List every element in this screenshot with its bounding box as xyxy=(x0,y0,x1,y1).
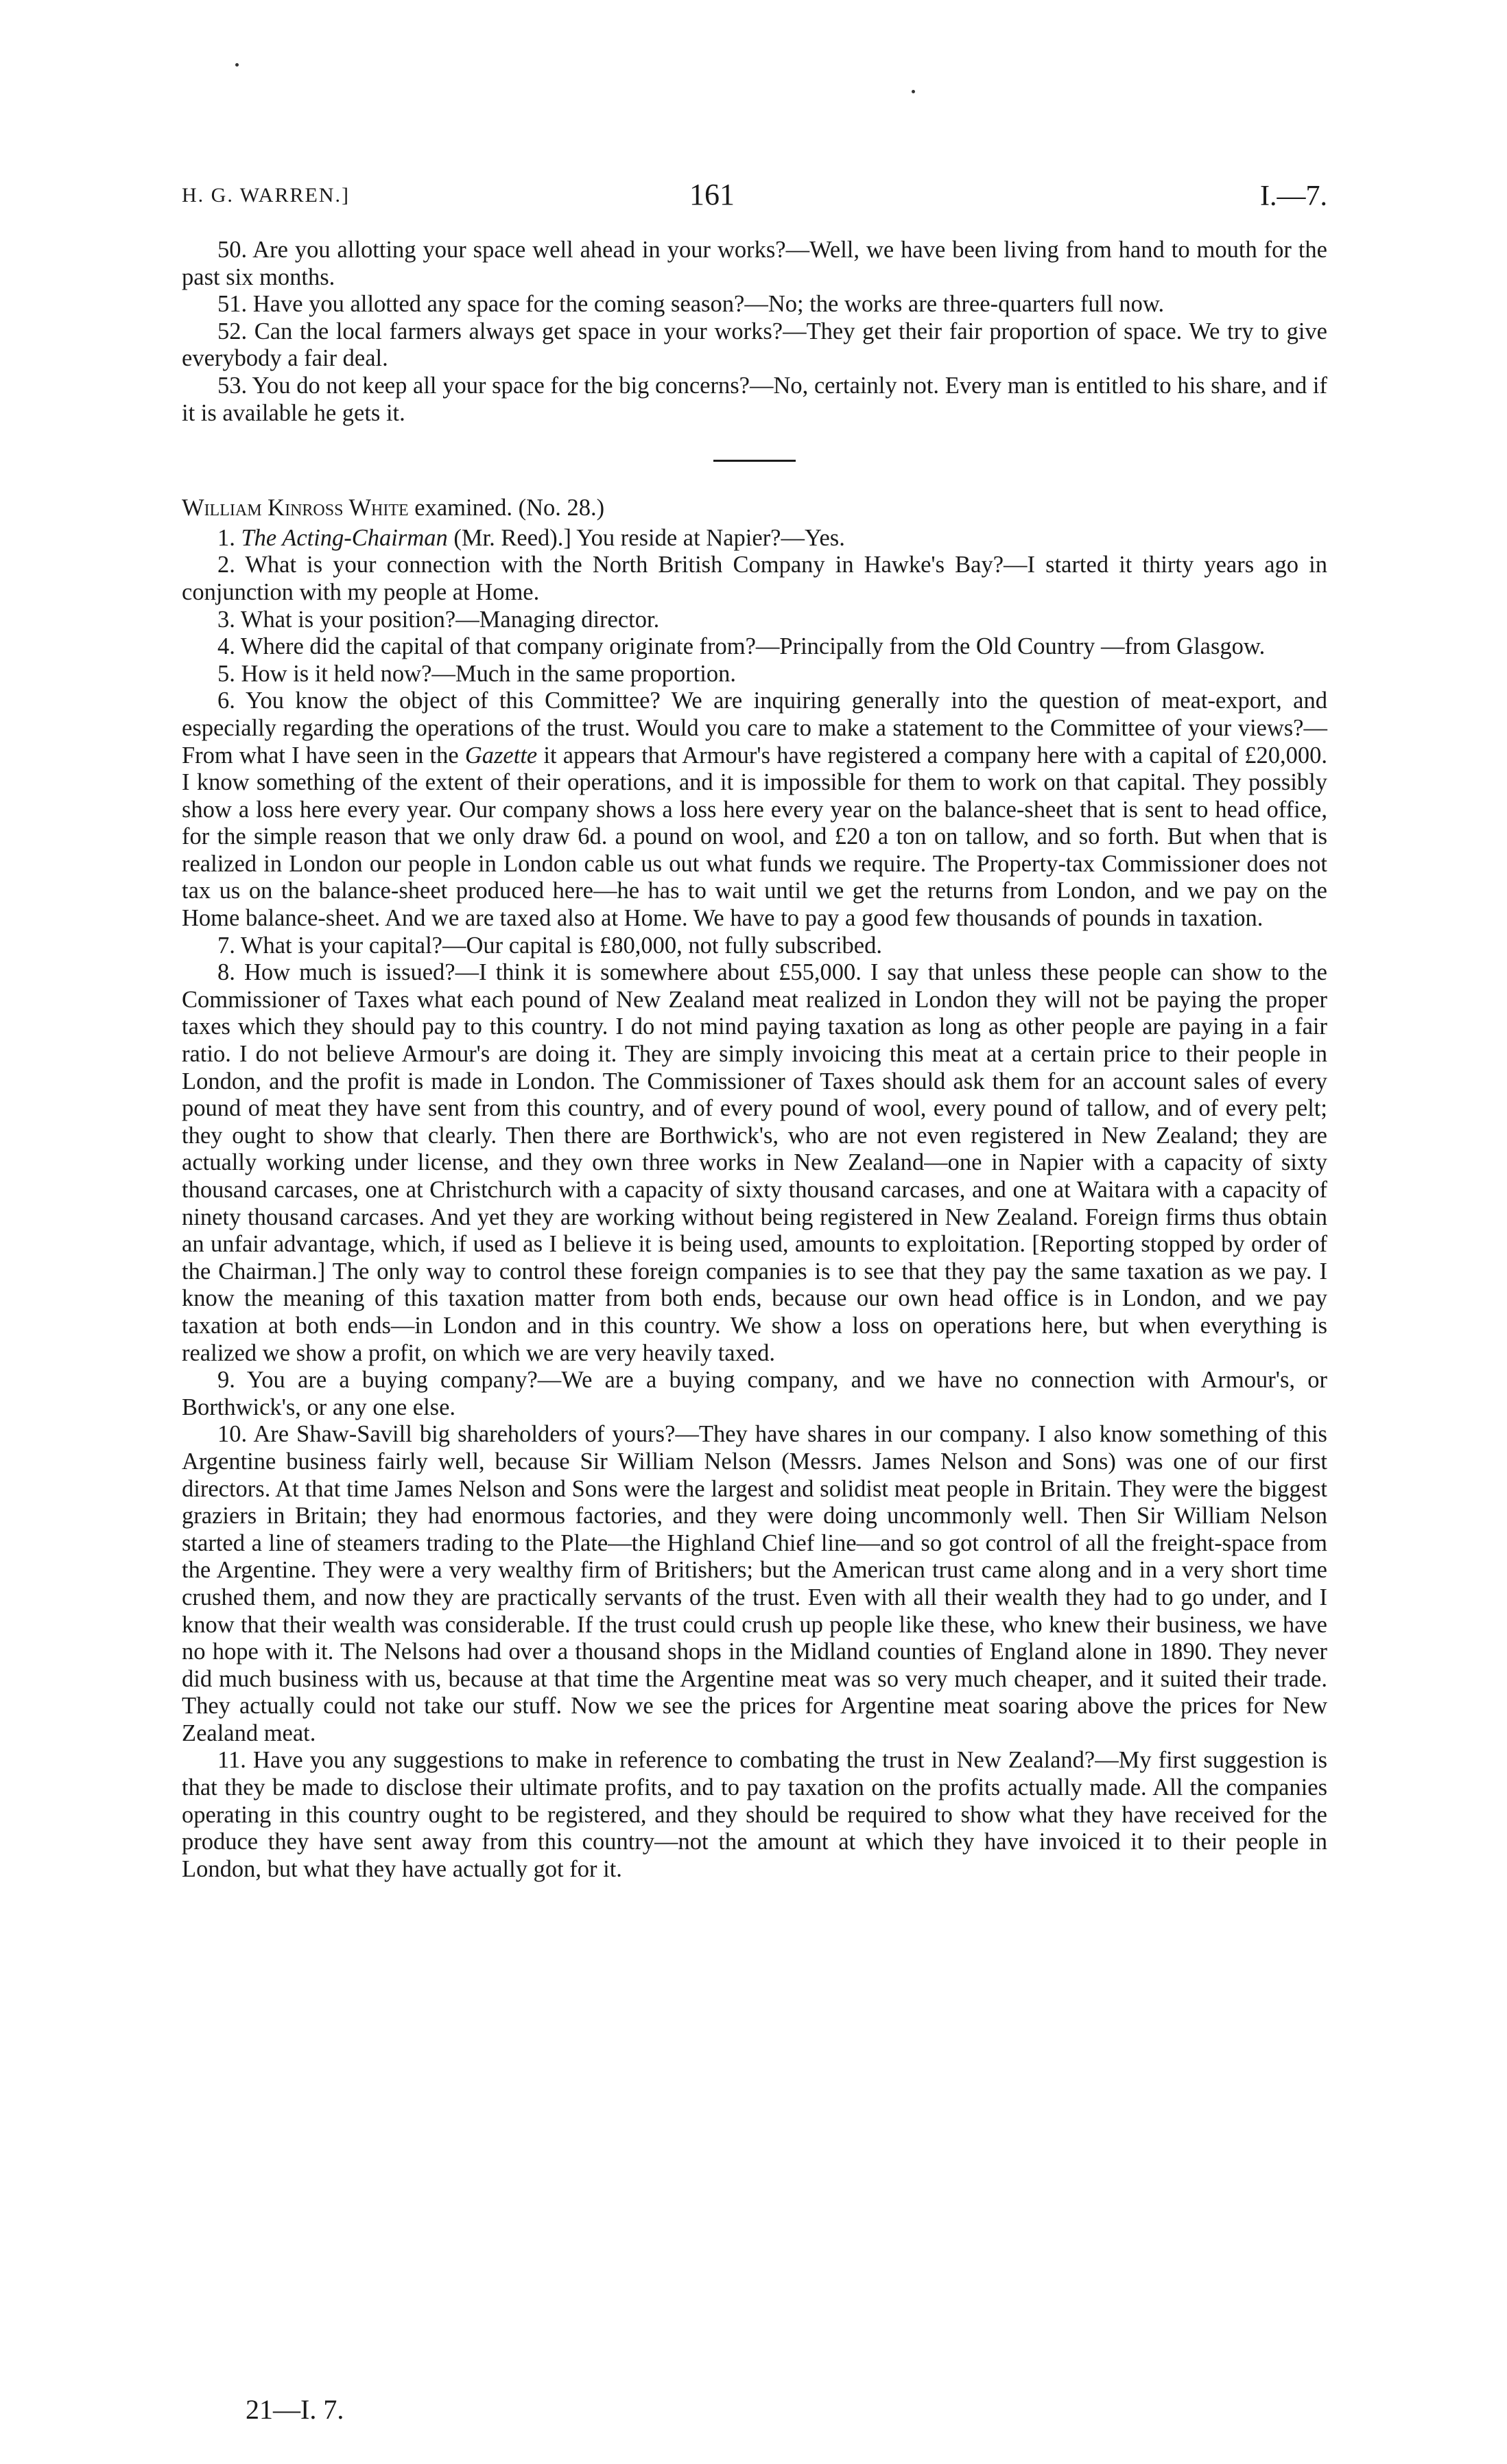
section-divider xyxy=(713,460,796,462)
page-header xyxy=(182,177,1327,218)
witness-name: William Kinross White xyxy=(182,495,409,521)
question-answer: 8. How much is issued?—I think it is somewhere about £55,000. I say that unless these people can show to the Commissioner of Taxes what each pound of New Zealand meat realized in London they will not be paying the proper taxes which they should pay to this country. I do not mind paying taxation as long as other people are paying in a fair ratio. I do not believe Armour's are doing it. They are simply invoicing this meat at a certain price to their people in London, and the profit is made in London. The Commissioner of Taxes should ask them for an account sales of every pound of meat they have sent from this country, and of every pound of wool, every pound of tallow, and of every pelt; they ought to show that clearly. Then there are Borthwick's, who are not even registered in New Zealand; they are actually working under license, and they own three works in New Zealand—one in Napier with a capacity of sixty thousand carcases, one at Christchurch with a capacity of sixty thousand carcases, and one at Waitara with a capacity of ninety thousand carcases. And yet they are working without being registered in New Zealand. Foreign firms thus obtain an unfair advantage, which, if used as I believe it is being used, amounts to exploitation. [Reporting stopped by order of the Chairman.] The only way to control these foreign companies is to see that they pay the same taxation as we pay. I know the meaning of this taxation matter from both ends, because our own head office is in London, and we pay taxation at both ends—in London and in this country. We show a loss on operations here, but when everything is realized we show a profit, on which we are very heavily taxed. xyxy=(182,959,1327,1366)
question-answer: 51. Have you allotted any space for the coming season?—No; the works are three-quarters full now. xyxy=(217,291,1165,318)
question-answer: 7. What is your capital?—Our capital is £80,000, not fully subscribed. xyxy=(217,932,882,959)
question-answer: 53. You do not keep all your space for the big concerns?—No, certainly not. Every man is entitled to his share, and if it is available he gets it. xyxy=(182,372,1327,426)
witness-examined: examined. xyxy=(414,495,513,521)
page-number: 161 xyxy=(689,178,735,211)
question-text: 6. You know the object of this Committee? We are inquiring generally into the question of meat-export, and especially regarding the operations of the trust. Would you care to make a statement to the Committee of your views?—From what I have seen in the xyxy=(182,688,1327,768)
gazette-reference: Gazette xyxy=(464,742,538,768)
page-body xyxy=(182,237,1327,1883)
page-signature: 21—I. 7. xyxy=(246,2394,344,2425)
question-answer: 10. Are Shaw-Savill big shareholders of yours?—They have shares in our company. I also know something of this Argentine business fairly well, because Sir William Nelson (Messrs. James Nelson and Sons) was one of our first directors. At that time James Nelson and Sons were the largest and solidist meat people in Britain. They were the biggest graziers in Britain; they had enormous factories, and they were doing uncommonly well. Then Sir William Nelson started a line of steamers trading to the Plate—the Highland Chief line—and so got control of all the freight-space from the Argentine. They were a very wealthy firm of Britishers; but the American trust came along and in a very short time crushed them, and now they are practically servants of the trust. Even with all their wealth they had to go under, and I know that their wealth was considerable. If the trust could crush up people like these, who knew their business, we have no hope with it. The Nelsons had over a thousand shops in the Midland counties of England alone in 1890. They never did much business with us, because at that time the Argentine meat was so very much cheaper, and it suited their trade. They actually could not take our stuff. Now we see the prices for Argentine meat soaring above the prices for New Zealand meat. xyxy=(182,1421,1327,1746)
witness-heading xyxy=(182,495,1327,522)
header-witness-name: H. G. WARREN.] xyxy=(182,184,350,207)
question-answer: 4. Where did the capital of that company originate from?—Principally from the Old Country —from Glasgow. xyxy=(217,633,1266,660)
question-answer: 52. Can the local farmers always get space in your works?—They get their fair proportion of space. We try to give everybody a fair deal. xyxy=(182,318,1327,372)
question-answer: 50. Are you allotting your space well ahead in your works?—Well, we have been living from hand to mouth for the past six months. xyxy=(182,237,1327,290)
question-answer xyxy=(182,688,1327,932)
answer-text: it appears that Armour's have registered a company here with a capital of £20,000. I know something of the extent of their operations, and it is impossible for them to work on that capital. They possibly show a loss here every year. Our company shows a loss here every year on the balance-sheet that is sent to head office, for the simple reason that we only draw 6d. a pound on wool, and £20 a ton on tallow, and so forth. But when that is realized in London our people in London cable us out what funds we require. The Property-tax Commissioner does not tax us on the balance-sheet produced here—he has to wait until we get the returns from London, and we pay on the Home balance-sheet. And we are taxed also at Home. We have to pay a good few thousands of pounds in taxation. xyxy=(182,742,1327,932)
question-text: (Mr. Reed).] You reside at Napier?—Yes. xyxy=(447,524,845,551)
question-answer xyxy=(182,525,1327,552)
paper-speck xyxy=(235,63,239,67)
question-answer: 3. What is your position?—Managing director. xyxy=(217,606,660,633)
witness-number: (No. 28.) xyxy=(518,495,605,521)
document-reference: I.—7. xyxy=(1260,180,1327,212)
paper-speck xyxy=(912,90,915,93)
question-number: 1. xyxy=(217,524,235,551)
question-answer: 11. Have you any suggestions to make in reference to combating the trust in New Zealand?—My first suggestion is that they be made to disclose their ultimate profits, and to pay taxation on the profits actually made. All the companies operating in this country ought to be registered, and they should be required to show what they have received for the produce they have sent away from this country—not the amount at which they have invoiced it to their people in London, but what they have actually got for it. xyxy=(182,1747,1327,1882)
question-answer: 2. What is your connection with the North British Company in Hawke's Bay?—I started it thirty years ago in conjunction with my people at Home. xyxy=(182,552,1327,605)
question-answer: 5. How is it held now?—Much in the same proportion. xyxy=(217,660,737,687)
speaker-name: The Acting-Chairman xyxy=(241,524,448,551)
question-answer: 9. You are a buying company?—We are a buying company, and we have no connection with Armour's, or Borthwick's, or any one else. xyxy=(182,1367,1327,1420)
